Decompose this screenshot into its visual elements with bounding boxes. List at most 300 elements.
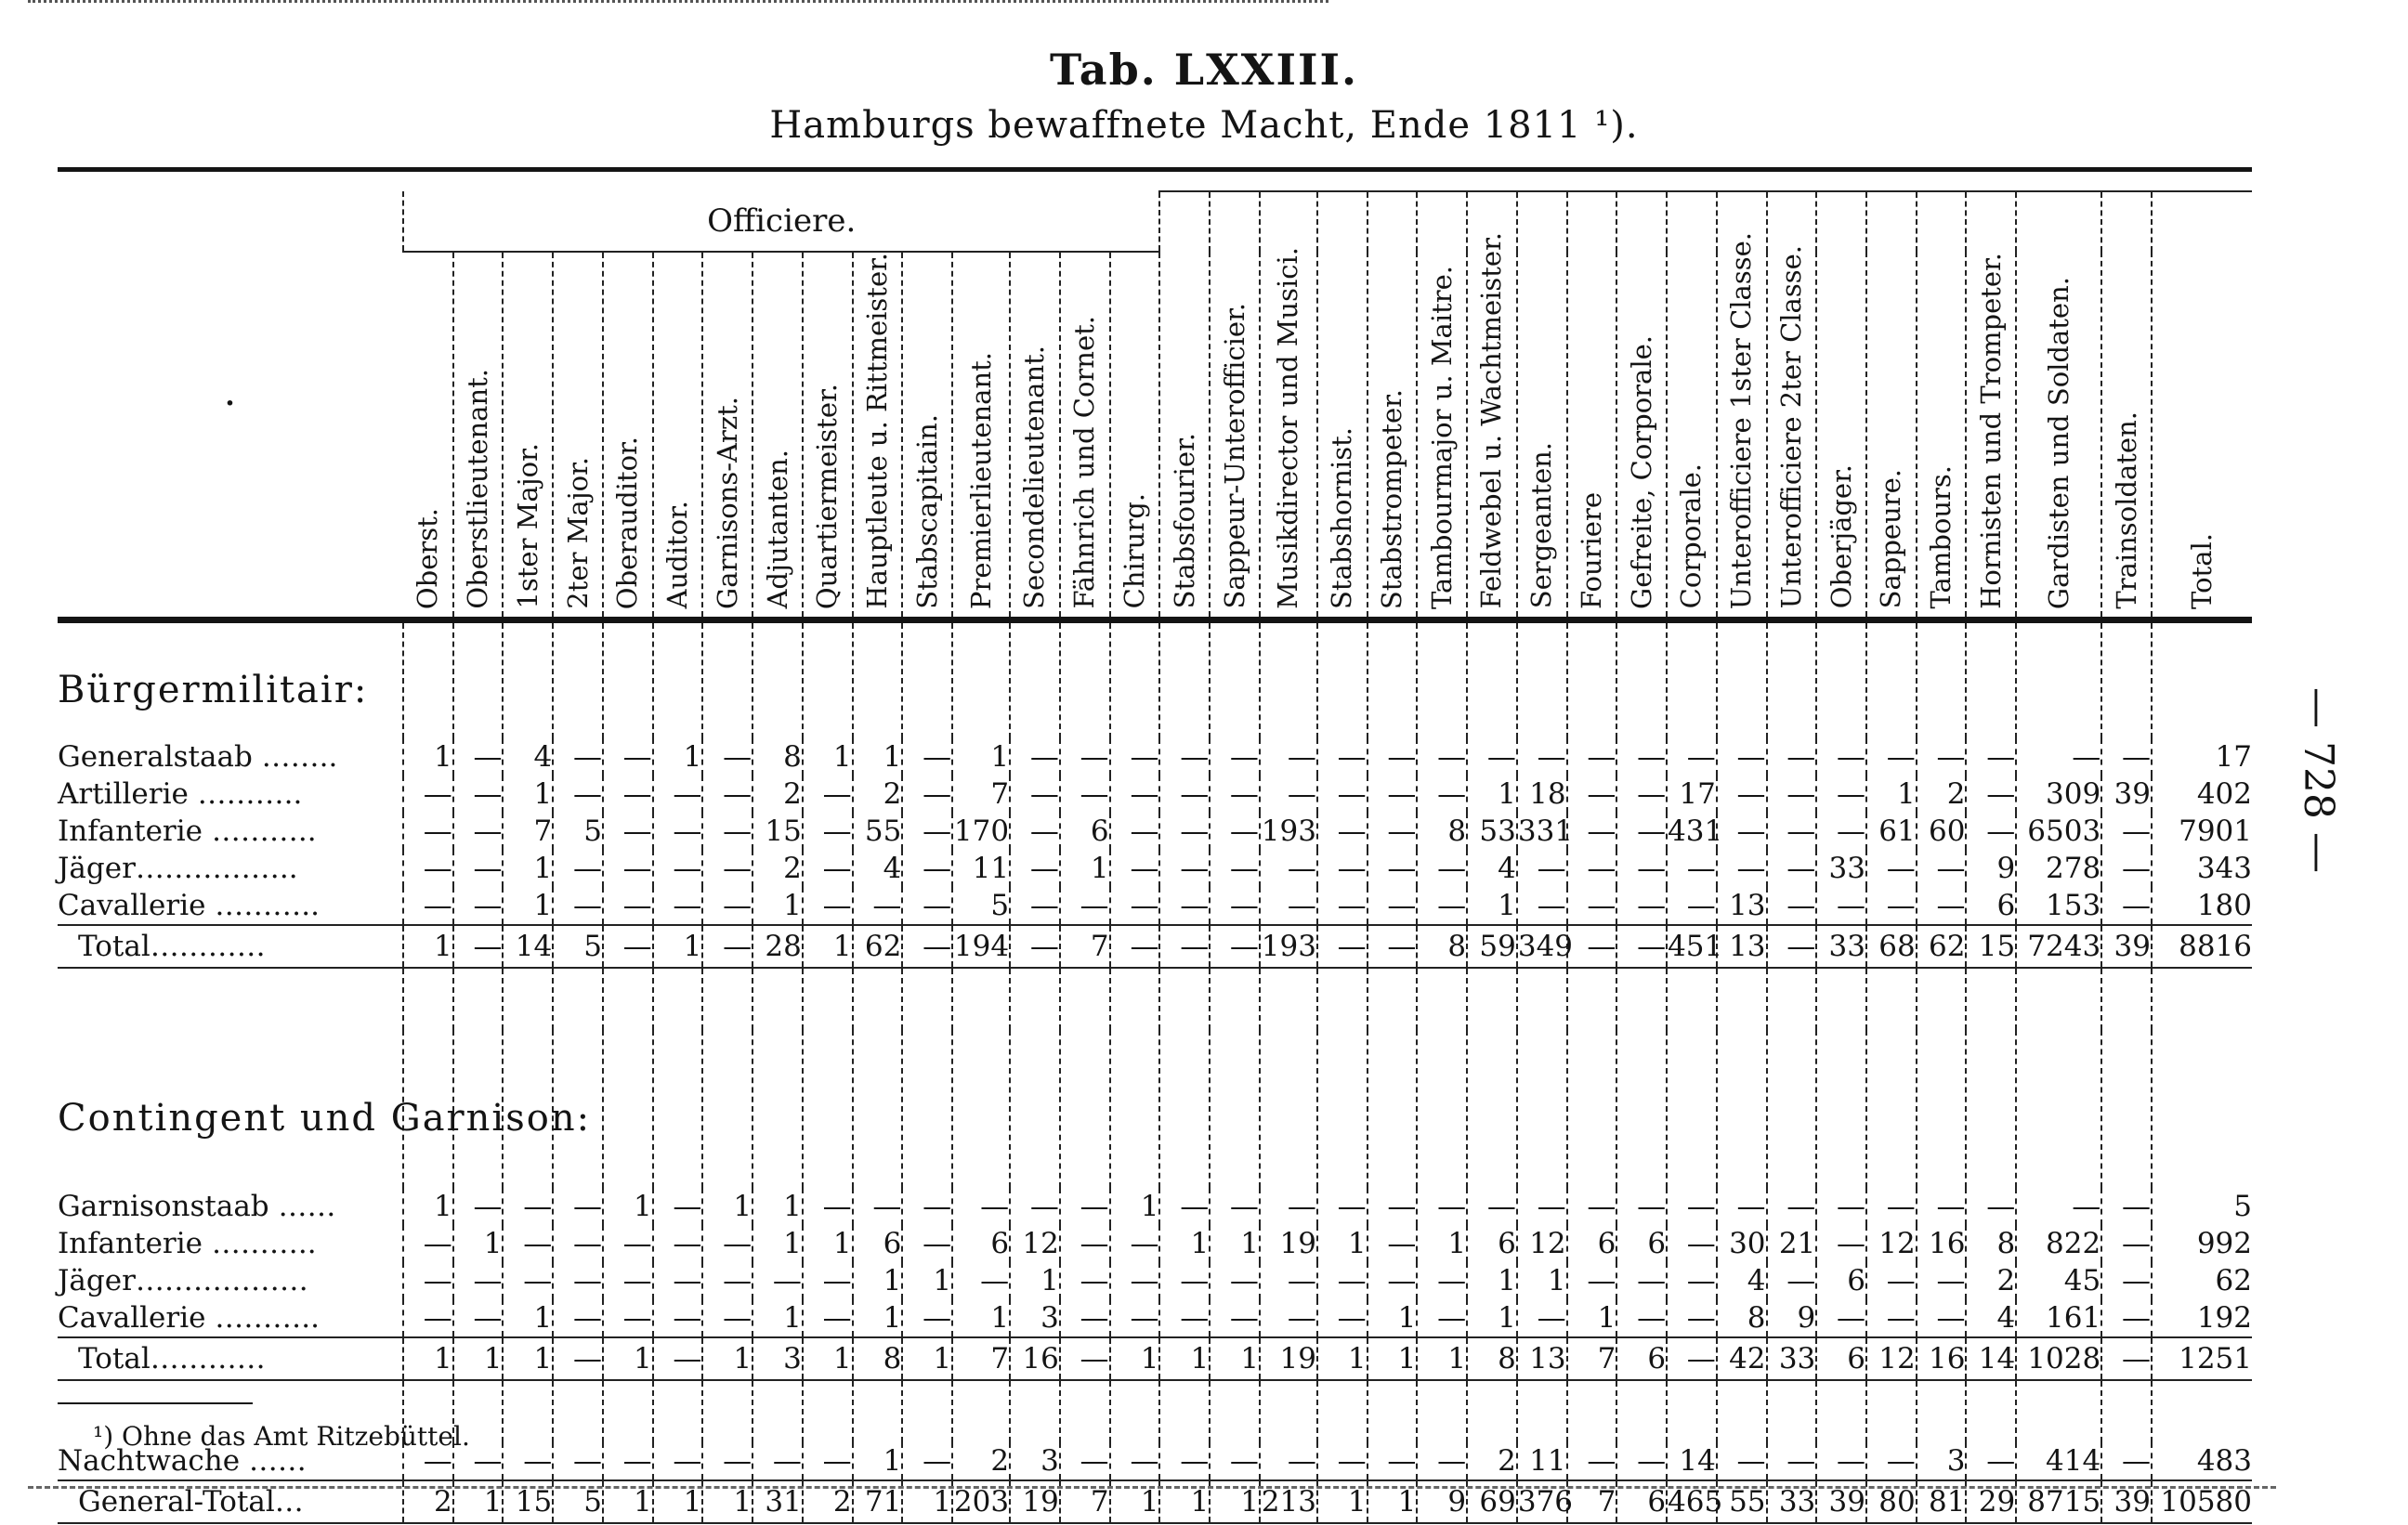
column-header [902,252,952,619]
table-cell: 8715 [2016,1480,2101,1523]
table-cell: 11 [952,850,1010,887]
table-cell: 16 [1917,1225,1967,1262]
table-cell: 81 [1917,1480,1967,1523]
column-header [403,252,453,619]
table-cell: — [1010,776,1060,813]
table-cell [1110,1380,1160,1442]
table-cell: — [1368,813,1418,850]
table-cell [1767,968,1817,1030]
table-cell: 1 [653,1480,703,1523]
table-cell: 1 [603,1480,653,1523]
table-cell [952,1030,1010,1188]
table-cell: 68 [1866,925,1917,968]
table-cell: — [1816,813,1866,850]
table-cell: 6 [1616,1337,1667,1380]
table-cell: — [1260,850,1317,887]
column-header [752,252,803,619]
table-cell [1060,1030,1110,1188]
table-cell: — [1417,776,1467,813]
table-cell: 39 [2101,1480,2152,1523]
table-cell: 42 [1717,1337,1767,1380]
table-cell [752,619,803,738]
table-cell [902,968,952,1030]
table-cell [1417,1380,1467,1442]
table-cell: — [1210,813,1260,850]
table-cell: — [2016,738,2101,776]
table-cell: — [553,776,603,813]
column-header [1616,191,1667,619]
table-cell [1010,1380,1060,1442]
column-header [1866,191,1917,619]
table-cell: 2 [752,850,803,887]
table-cell: — [952,1262,1010,1299]
table-cell [752,1030,803,1188]
table-cell: — [1210,925,1260,968]
column-header [803,252,853,619]
table-cell: — [803,850,853,887]
table-cell [1966,1030,2016,1188]
table-cell [2101,619,2152,738]
table-cell [1159,968,1210,1030]
table-cell [2016,1030,2101,1188]
table-cell: 2 [952,1442,1010,1480]
total-row [58,925,2252,968]
table-cell: 13 [1717,925,1767,968]
table-cell: 4 [1717,1262,1767,1299]
table-cell [1966,619,2016,738]
table-cell: — [1010,850,1060,887]
column-header-label: Garnisons-Arzt. [711,396,743,609]
table-cell: — [1616,738,1667,776]
table-cell: — [603,850,653,887]
table-cell [1260,968,1317,1030]
table-cell: — [1517,738,1567,776]
table-cell: 309 [2016,776,2101,813]
table-cell: 1 [403,925,453,968]
table-cell: — [1260,738,1317,776]
table-cell: — [1159,850,1210,887]
table-cell [2016,619,2101,738]
table-cell: 19 [1010,1480,1060,1523]
table-cell [1517,1380,1567,1442]
spacer-row [58,968,2252,1030]
table-cell: — [1159,776,1210,813]
table-cell: — [403,887,453,925]
table-cell: 1 [902,1337,952,1380]
table-cell: 14 [503,925,553,968]
table-cell: 3 [1010,1299,1060,1337]
table-cell: — [702,1262,752,1299]
table-cell: 2 [1966,1262,2016,1299]
row-label: Total………… [58,1337,403,1380]
table-cell: — [1567,925,1617,968]
table-cell: — [902,1299,952,1337]
table-cell: — [403,850,453,887]
table-cell: 39 [2101,776,2152,813]
table-cell: — [1816,1299,1866,1337]
table-cell: — [1010,738,1060,776]
table-cell: — [403,776,453,813]
table-cell: 1 [752,1225,803,1262]
table-cell: — [453,813,504,850]
table-cell [1368,968,1418,1030]
table-cell [803,968,853,1030]
table-cell: 1251 [2152,1337,2252,1380]
table-cell: 6 [1816,1337,1866,1380]
column-header-label: Stabsfourier. [1168,433,1200,609]
table-cell: 5 [553,1480,603,1523]
table-cell: 1 [603,1337,653,1380]
table-cell: — [1317,1442,1368,1480]
table-cell: 1 [902,1262,952,1299]
table-cell: — [1368,925,1418,968]
table-cell: — [503,1225,553,1262]
table-cell: — [1517,1188,1567,1225]
table-cell [453,619,504,738]
table-cell: — [1317,1262,1368,1299]
column-header-label: Stabstrompeter. [1376,388,1408,609]
table-cell: 4 [853,850,903,887]
column-header [1467,191,1517,619]
table-cell [1717,619,1767,738]
row-label: Artillerie ……….. [58,776,303,811]
table-cell: — [1317,887,1368,925]
table-cell: — [1667,1262,1717,1299]
table-cell: — [453,1262,504,1299]
table-cell: 8 [1717,1299,1767,1337]
table-cell: — [2101,1262,2152,1299]
table-cell [653,1030,703,1188]
table-cell: 4 [1966,1299,2016,1337]
table-cell: — [653,813,703,850]
table-subtitle: Hamburgs bewaffnete Macht, Ende 1811 ¹). [769,104,1639,147]
table-cell [1317,1030,1368,1188]
column-header-label: Gardisten und Soldaten. [2042,276,2074,609]
table-cell: — [1616,813,1667,850]
column-header [1159,191,1210,619]
table-cell: — [1417,1442,1467,1480]
table-cell [553,619,603,738]
table-cell [1467,1030,1517,1188]
table-cell: 2 [1917,776,1967,813]
table-cell: — [553,1262,603,1299]
table-cell [453,968,504,1030]
table-cell: 193 [1261,814,1316,848]
table-cell: — [1010,813,1060,850]
table-cell: 5 [553,925,603,968]
table-cell: — [1767,850,1817,887]
table-cell: — [803,1299,853,1337]
table-cell [1567,619,1617,738]
column-header-label: Musikdirector und Musici. [1272,246,1304,609]
table-cell: — [1010,887,1060,925]
table-cell: 1 [1467,776,1517,813]
column-header [603,252,653,619]
table-cell: 7 [1567,1480,1617,1523]
table-cell: — [1917,850,1967,887]
table-cell: — [453,738,504,776]
table-cell [1110,1030,1160,1188]
table-cell: — [1317,813,1368,850]
table-cell: — [1616,776,1667,813]
table-cell: — [1260,1442,1317,1480]
table-cell: 33 [1816,925,1866,968]
table-cell: 6 [1816,1262,1866,1299]
table-cell: — [553,1442,603,1480]
table-cell: — [1616,1299,1667,1337]
table-cell: — [1866,1188,1917,1225]
table-cell: 1 [1110,1188,1160,1225]
table-cell [902,619,952,738]
table-cell: 39 [1816,1480,1866,1523]
row-label: Contingent und Garnison: [58,1096,592,1140]
table-cell: 483 [2152,1442,2252,1480]
table-cell: 9 [1417,1480,1467,1523]
table-cell: — [702,1225,752,1262]
column-header-label: Sappeur-Unterofficier. [1218,303,1250,609]
table-cell: — [1667,850,1717,887]
table-cell: 431 [1668,814,1723,848]
table-cell: — [553,1337,603,1380]
table-cell: — [1110,1442,1160,1480]
table-cell [1816,1030,1866,1188]
table-cell: 80 [1866,1480,1917,1523]
table-cell: — [1767,1262,1817,1299]
table-cell: 18 [1517,776,1567,813]
table-cell [853,619,903,738]
table-cell: — [902,738,952,776]
table-cell: — [453,1188,504,1225]
table-cell: — [553,1225,603,1262]
table-cell [653,619,703,738]
table-row [58,1299,2252,1337]
column-header [1110,252,1160,619]
table-cell [403,619,453,738]
table-cell: 16 [1010,1337,1060,1380]
footnote-rule [58,1402,253,1404]
column-header [1667,191,1717,619]
table-cell: 1 [453,1337,504,1380]
table-cell: 29 [1966,1480,2016,1523]
table-cell: — [1567,1188,1617,1225]
column-header-label: Fouriere [1575,491,1607,609]
table-cell: 6 [1616,1225,1667,1262]
table-cell [2101,1380,2152,1442]
table-cell: — [1966,813,2016,850]
table-cell: 193 [1260,925,1317,968]
table-cell: — [702,887,752,925]
table-cell [503,968,553,1030]
table-cell: — [653,1188,703,1225]
table-cell: — [803,776,853,813]
table-cell: — [902,1188,952,1225]
table-cell: — [1159,925,1210,968]
table-cell [403,968,453,1030]
table-cell: 1 [1060,850,1110,887]
table-cell: — [1616,1262,1667,1299]
table-cell: 1 [1010,1262,1060,1299]
table-cell: 1 [453,1225,504,1262]
table-cell: 13 [1517,1337,1567,1380]
table-cell: 203 [952,1480,1010,1523]
table-cell: — [1159,1262,1210,1299]
scan-noise-top [28,0,1328,10]
column-header-label: Adjutanten. [761,450,793,609]
table-cell [1010,968,1060,1030]
table-cell: — [1767,887,1817,925]
table-cell [1866,968,1917,1030]
table-cell: — [1417,1262,1467,1299]
table-cell [603,968,653,1030]
column-header [1517,191,1567,619]
table-cell [1417,968,1467,1030]
table-cell: 33 [1767,1480,1817,1523]
table-cell: — [603,887,653,925]
table-cell: — [1866,1299,1917,1337]
table-cell: 194 [952,925,1010,968]
column-header [2152,191,2252,619]
table-cell [1667,1380,1717,1442]
table-cell: — [1517,887,1567,925]
table-cell [1816,619,1866,738]
table-cell: 2 [1467,1442,1517,1480]
table-cell [952,619,1010,738]
table-row [58,1188,2252,1225]
column-header-label: Total. [2185,532,2218,609]
table-cell: 14 [1966,1337,2016,1380]
table-cell [2152,968,2252,1030]
table-cell: — [952,1188,1010,1225]
table-cell [702,619,752,738]
table-cell: — [1567,887,1617,925]
table-cell: — [1317,1299,1368,1337]
table-cell: 8 [1467,1337,1517,1380]
table-cell: — [1368,1442,1418,1480]
table-cell: — [1110,738,1160,776]
column-header [1767,191,1817,619]
table-cell: — [1816,887,1866,925]
table-cell: 28 [752,925,803,968]
table-cell: — [1060,1262,1110,1299]
table-cell: — [1159,813,1210,850]
table-cell: — [902,1225,952,1262]
table-cell [1616,1380,1667,1442]
table-cell [1966,968,2016,1030]
table-cell: 12 [1866,1225,1917,1262]
table-cell: 1 [1417,1225,1467,1262]
table-cell: 60 [1917,813,1967,850]
table-cell [553,968,603,1030]
table-cell: 1 [1159,1225,1210,1262]
table-cell: — [653,776,703,813]
table-cell: 30 [1717,1225,1767,1262]
table-cell: 1 [653,738,703,776]
table-cell: 3 [1010,1442,1060,1480]
table-cell: 6 [952,1225,1010,1262]
table-cell: 39 [2101,925,2152,968]
table-title: Tab. LXXIII. [1049,45,1359,95]
table-cell: — [1260,1299,1317,1337]
table-cell: — [603,1442,653,1480]
table-cell: 1 [503,850,553,887]
table-cell: — [603,1299,653,1337]
column-header [1917,191,1967,619]
table-cell: — [1110,850,1160,887]
table-cell: — [1368,738,1418,776]
table-cell: 19 [1260,1337,1317,1380]
table-cell: — [1667,1225,1717,1262]
table-cell: — [1417,1188,1467,1225]
table-cell [1567,968,1617,1030]
table-cell: — [1317,1188,1368,1225]
table-cell [1816,968,1866,1030]
table-cell: — [1966,1442,2016,1480]
table-cell [1110,619,1160,738]
table-cell: — [702,1299,752,1337]
table-cell: — [403,1262,453,1299]
table-cell [1517,968,1567,1030]
table-cell: — [603,1225,653,1262]
table-cell [1260,1380,1317,1442]
table-cell: — [1210,776,1260,813]
table-cell [653,1380,703,1442]
table-cell [1667,1030,1717,1188]
table-cell [1210,619,1260,738]
table-cell [803,1030,853,1188]
column-header-label: Quartiermeister. [811,383,844,609]
table-cell: 1 [1517,1262,1567,1299]
table-cell: 7 [503,813,553,850]
table-cell: 17 [2152,738,2252,776]
column-header-label: Hauptleute u. Rittmeister. [860,253,893,609]
table-cell: 1 [1159,1337,1210,1380]
table-cell [1616,619,1667,738]
table-cell: — [453,1299,504,1337]
table-cell: — [1767,813,1817,850]
table-cell: — [1110,925,1160,968]
row-label: Total………… [58,925,403,968]
table-cell: 1 [1467,1262,1517,1299]
table-cell: 7 [952,1337,1010,1380]
table-cell: 1 [853,1299,903,1337]
table-cell: — [403,1299,453,1337]
table-cell: — [2101,850,2152,887]
table-cell: 4 [1467,850,1517,887]
scan-noise-bottom [28,1486,2276,1492]
table-cell: — [1767,1188,1817,1225]
table-row [58,738,2252,776]
table-cell: — [1917,1299,1967,1337]
table-cell: — [1816,1188,1866,1225]
column-header-label: Tambourmajor u. Maitre. [1425,265,1458,609]
table-cell [1917,1380,1967,1442]
table-cell: — [1517,1299,1567,1337]
table-cell: — [1260,887,1317,925]
table-cell: — [1667,1337,1717,1380]
column-header [1816,191,1866,619]
table-cell: 1 [1368,1299,1418,1337]
table-cell [1317,968,1368,1030]
table-cell: 61 [1866,813,1917,850]
table-cell: — [1060,887,1110,925]
table-cell [2101,1030,2152,1188]
table-cell: — [453,850,504,887]
column-header [1717,191,1767,619]
table-row [58,850,2252,887]
row-label: Jäger…………….. [58,851,298,885]
table-cell: — [1210,1299,1260,1337]
table-cell [1260,619,1317,738]
